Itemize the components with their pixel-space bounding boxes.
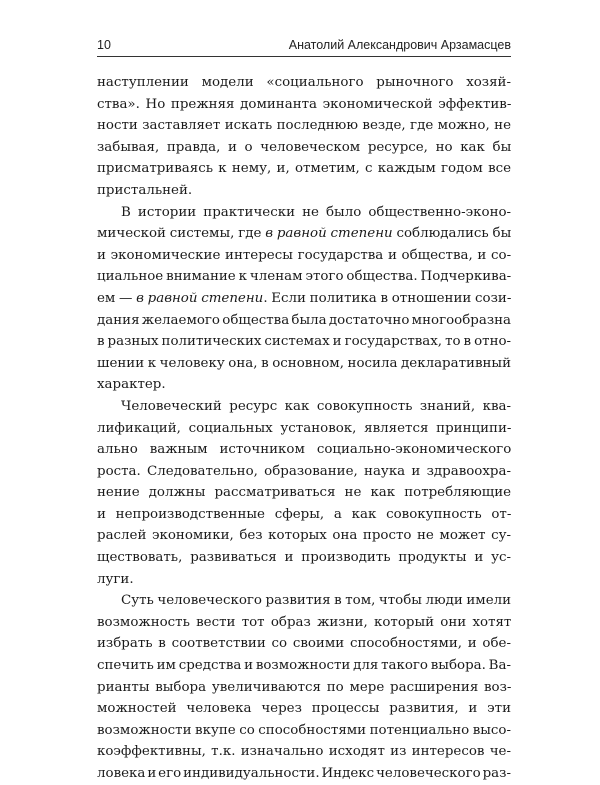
text-line: спечить им средства и возможности для такого выбора. Ва- — [97, 658, 511, 674]
text-line: рианты выбора увеличиваются по мере расширения воз- — [97, 679, 512, 695]
page-header — [97, 28, 511, 57]
text-line-with-italic: ем — в равной степени. Если политика в отношении сози- — [97, 290, 512, 306]
text-line: ности заставляет искать последнюю везде, где можно, не — [97, 118, 511, 134]
text-line: избрать в соответствии со своими способностями, и обе- — [97, 636, 511, 652]
text-line: ществовать, развиваться и производить продукты и ус- — [97, 550, 511, 566]
text-line: В истории практически не было общественно-эконо- — [121, 204, 512, 220]
text-line: Суть человеческого развития в том, чтобы люди имели — [121, 593, 512, 609]
text-line: возможности вкупе со способностями потенциально высо- — [97, 722, 511, 738]
text-line: циальное внимание к членам этого общества. Подчеркива- — [97, 269, 512, 285]
text-line: шении к человеку она, в основном, носила декларативный — [97, 355, 511, 371]
paragraph — [97, 202, 511, 396]
text-line: можностей человека через процессы развития, и эти — [97, 701, 511, 717]
text-line: луги. — [97, 571, 134, 587]
text-line: раслей экономики, без которых она просто не может су- — [97, 528, 511, 544]
text-line: наступлении модели «социального рыночного хозяй- — [97, 75, 512, 90]
text-line-with-italic: мической системы, где в равной степени соблюдались бы — [97, 226, 512, 242]
text-line: забывая, правда, и о человеческом ресурсе, но как бы — [97, 139, 512, 155]
text-line: ально важным источником социально-экономического — [97, 442, 512, 458]
paragraph — [97, 396, 511, 590]
text-line: ства». Но прежняя доминанта экономической эффектив- — [97, 96, 512, 112]
paragraph — [97, 72, 511, 202]
page-number: 10 — [97, 38, 111, 52]
text-line: возможность вести тот образ жизни, который они хотят — [97, 614, 512, 630]
text-line: в разных политических системах и государствах, то в отно- — [97, 334, 512, 350]
text-line: присматриваясь к нему, и, отметим, с каждым годом все — [97, 161, 512, 177]
text-line: и непроизводственные сферы, а как совокупность от- — [97, 506, 512, 522]
body-text — [97, 72, 511, 785]
text-line: характер. — [97, 377, 166, 393]
running-head-author: Анатолий Александрович Арзамасцев — [288, 38, 511, 52]
text-line: дания желаемого общества была достаточно многообразна — [97, 312, 512, 328]
text-line: и экономические интересы государства и общества, и со- — [97, 247, 512, 263]
paragraph — [97, 590, 511, 784]
italic-emphasis: в равной степени — [136, 290, 264, 306]
text-line: коэффективны, т.к. изначально исходят из интересов че- — [97, 744, 511, 760]
italic-emphasis: в равной степени — [265, 226, 393, 242]
text-line: лификаций, социальных установок, является принципи- — [97, 420, 512, 436]
text-line: пристальней. — [97, 182, 193, 198]
text-line: нение должны рассматриваться не как потребляющие — [97, 485, 512, 501]
text-line: роста. Следовательно, образование, наука и здравоохра- — [97, 463, 512, 479]
text-line: ловека и его индивидуальности. Индекс человеческого раз- — [97, 766, 511, 781]
text-line: Человеческий ресурс как совокупность знаний, ква- — [121, 398, 511, 414]
